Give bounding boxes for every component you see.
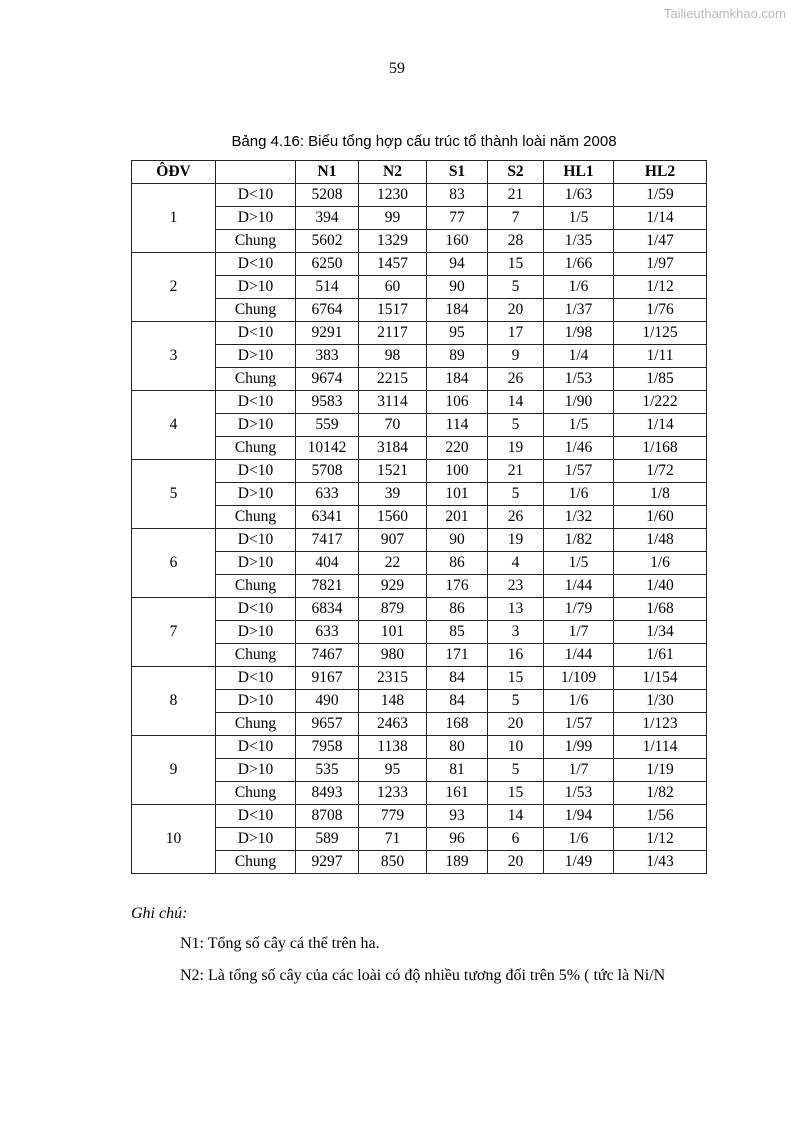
table-row (132, 644, 707, 667)
n1-cell: 9583 (296, 391, 359, 414)
s2-cell: 19 (488, 437, 544, 460)
n2-cell: 71 (359, 828, 427, 851)
n2-cell: 95 (359, 759, 427, 782)
s1-cell: 90 (427, 276, 488, 299)
s1-cell: 80 (427, 736, 488, 759)
n2-cell: 2315 (359, 667, 427, 690)
size-class-cell: D<10 (216, 322, 296, 345)
hl1-cell: 1/49 (544, 851, 614, 874)
hl2-cell: 1/12 (614, 276, 707, 299)
table-row (132, 184, 707, 207)
hl2-cell: 1/154 (614, 667, 707, 690)
hl2-cell: 1/14 (614, 414, 707, 437)
s1-cell: 168 (427, 713, 488, 736)
hl1-cell: 1/57 (544, 460, 614, 483)
table-body (132, 184, 707, 874)
hl1-cell: 1/90 (544, 391, 614, 414)
s1-cell: 184 (427, 368, 488, 391)
size-class-cell: D>10 (216, 759, 296, 782)
hl1-cell: 1/46 (544, 437, 614, 460)
size-class-cell: D<10 (216, 529, 296, 552)
n2-cell: 3114 (359, 391, 427, 414)
size-class-cell: Chung (216, 506, 296, 529)
hl1-cell: 1/53 (544, 782, 614, 805)
n2-cell: 1329 (359, 230, 427, 253)
hl1-cell: 1/53 (544, 368, 614, 391)
notes-title-text: Ghi chú: (131, 905, 188, 922)
n1-cell: 535 (296, 759, 359, 782)
n2-cell: 850 (359, 851, 427, 874)
s2-cell: 15 (488, 667, 544, 690)
size-class-cell: Chung (216, 644, 296, 667)
n2-cell: 98 (359, 345, 427, 368)
table-row (132, 621, 707, 644)
hl1-cell: 1/6 (544, 483, 614, 506)
n2-cell: 779 (359, 805, 427, 828)
n2-cell: 929 (359, 575, 427, 598)
hl2-cell: 1/168 (614, 437, 707, 460)
odv-cell: 3 (132, 322, 216, 391)
table-row (132, 460, 707, 483)
hl2-cell: 1/125 (614, 322, 707, 345)
table-row (132, 368, 707, 391)
s1-cell: 81 (427, 759, 488, 782)
table-row (132, 713, 707, 736)
hl1-cell: 1/7 (544, 621, 614, 644)
s1-cell: 95 (427, 322, 488, 345)
s1-cell: 189 (427, 851, 488, 874)
n1-cell: 633 (296, 621, 359, 644)
hl2-cell: 1/6 (614, 552, 707, 575)
s2-cell: 14 (488, 805, 544, 828)
n2-cell: 980 (359, 644, 427, 667)
s2-cell: 4 (488, 552, 544, 575)
n1-cell: 383 (296, 345, 359, 368)
size-class-cell: D<10 (216, 736, 296, 759)
n2-cell: 70 (359, 414, 427, 437)
n2-cell: 22 (359, 552, 427, 575)
hl2-cell: 1/14 (614, 207, 707, 230)
watermark-text: Tailieuthamkhao.com (663, 6, 786, 21)
table-row (132, 782, 707, 805)
hl1-cell: 1/99 (544, 736, 614, 759)
s2-cell: 15 (488, 253, 544, 276)
table-row (132, 529, 707, 552)
hl1-cell: 1/66 (544, 253, 614, 276)
table-row (132, 391, 707, 414)
table-row (132, 253, 707, 276)
s1-cell: 83 (427, 184, 488, 207)
s2-cell: 20 (488, 299, 544, 322)
n1-cell: 10142 (296, 437, 359, 460)
size-class-cell: D<10 (216, 184, 296, 207)
hl2-cell: 1/85 (614, 368, 707, 391)
n1-cell: 7958 (296, 736, 359, 759)
hl2-cell: 1/8 (614, 483, 707, 506)
hl1-cell: 1/63 (544, 184, 614, 207)
n1-cell: 633 (296, 483, 359, 506)
size-class-cell: D>10 (216, 345, 296, 368)
n1-cell: 7467 (296, 644, 359, 667)
odv-cell: 7 (132, 598, 216, 667)
table-row (132, 552, 707, 575)
s2-cell: 7 (488, 207, 544, 230)
table-row (132, 667, 707, 690)
size-class-cell: Chung (216, 575, 296, 598)
header-s2: S2 (488, 161, 544, 184)
hl2-cell: 1/59 (614, 184, 707, 207)
header-size-class (216, 161, 296, 184)
size-class-cell: Chung (216, 437, 296, 460)
s2-cell: 21 (488, 184, 544, 207)
s1-cell: 201 (427, 506, 488, 529)
s1-cell: 85 (427, 621, 488, 644)
table-row (132, 345, 707, 368)
table-row (132, 276, 707, 299)
table-row (132, 598, 707, 621)
hl2-cell: 1/19 (614, 759, 707, 782)
hl2-cell: 1/12 (614, 828, 707, 851)
s2-cell: 26 (488, 506, 544, 529)
size-class-cell: D<10 (216, 253, 296, 276)
s2-cell: 17 (488, 322, 544, 345)
n1-cell: 6341 (296, 506, 359, 529)
odv-cell: 6 (132, 529, 216, 598)
s1-cell: 220 (427, 437, 488, 460)
table-row (132, 207, 707, 230)
header-n2: N2 (359, 161, 427, 184)
size-class-cell: D>10 (216, 483, 296, 506)
s2-cell: 9 (488, 345, 544, 368)
n2-cell: 2117 (359, 322, 427, 345)
size-class-cell: D>10 (216, 276, 296, 299)
size-class-cell: D<10 (216, 391, 296, 414)
s2-cell: 10 (488, 736, 544, 759)
s1-cell: 77 (427, 207, 488, 230)
hl1-cell: 1/32 (544, 506, 614, 529)
table-row (132, 575, 707, 598)
s2-cell: 20 (488, 713, 544, 736)
n2-cell: 1521 (359, 460, 427, 483)
hl1-cell: 1/7 (544, 759, 614, 782)
hl1-cell: 1/82 (544, 529, 614, 552)
hl2-cell: 1/47 (614, 230, 707, 253)
table-row (132, 736, 707, 759)
table-row (132, 690, 707, 713)
n1-cell: 6250 (296, 253, 359, 276)
size-class-cell: D>10 (216, 552, 296, 575)
size-class-cell: Chung (216, 299, 296, 322)
s2-cell: 16 (488, 644, 544, 667)
hl2-cell: 1/40 (614, 575, 707, 598)
table-row (132, 230, 707, 253)
n2-cell: 1560 (359, 506, 427, 529)
s1-cell: 171 (427, 644, 488, 667)
hl1-cell: 1/37 (544, 299, 614, 322)
size-class-cell: D<10 (216, 667, 296, 690)
s1-cell: 89 (427, 345, 488, 368)
s2-cell: 5 (488, 759, 544, 782)
size-class-cell: D>10 (216, 621, 296, 644)
n1-cell: 9167 (296, 667, 359, 690)
s1-cell: 84 (427, 690, 488, 713)
s1-cell: 101 (427, 483, 488, 506)
hl2-cell: 1/222 (614, 391, 707, 414)
s2-cell: 6 (488, 828, 544, 851)
hl2-cell: 1/76 (614, 299, 707, 322)
n2-cell: 39 (359, 483, 427, 506)
n2-cell: 1457 (359, 253, 427, 276)
s1-cell: 93 (427, 805, 488, 828)
n2-cell: 879 (359, 598, 427, 621)
table-row (132, 828, 707, 851)
n1-cell: 9297 (296, 851, 359, 874)
header-n1: N1 (296, 161, 359, 184)
odv-cell: 1 (132, 184, 216, 253)
size-class-cell: D<10 (216, 805, 296, 828)
n1-cell: 490 (296, 690, 359, 713)
table-caption: Bảng 4.16: Biểu tổng hợp cấu trúc tổ thành loài năm 2008 (231, 133, 617, 150)
hl1-cell: 1/6 (544, 690, 614, 713)
n1-cell: 6834 (296, 598, 359, 621)
hl2-cell: 1/114 (614, 736, 707, 759)
hl2-cell: 1/60 (614, 506, 707, 529)
hl2-cell: 1/34 (614, 621, 707, 644)
hl1-cell: 1/5 (544, 414, 614, 437)
size-class-cell: D>10 (216, 828, 296, 851)
n1-cell: 589 (296, 828, 359, 851)
table-row (132, 851, 707, 874)
n2-cell: 2215 (359, 368, 427, 391)
n1-cell: 5602 (296, 230, 359, 253)
hl2-cell: 1/82 (614, 782, 707, 805)
s1-cell: 86 (427, 552, 488, 575)
hl1-cell: 1/35 (544, 230, 614, 253)
n1-cell: 5208 (296, 184, 359, 207)
odv-cell: 2 (132, 253, 216, 322)
s1-cell: 100 (427, 460, 488, 483)
s1-cell: 160 (427, 230, 488, 253)
header-odv: ÔĐV (132, 161, 216, 184)
s1-cell: 106 (427, 391, 488, 414)
n1-cell: 7821 (296, 575, 359, 598)
odv-cell: 9 (132, 736, 216, 805)
header-hl1: HL1 (544, 161, 614, 184)
s2-cell: 20 (488, 851, 544, 874)
n2-cell: 907 (359, 529, 427, 552)
n1-cell: 8493 (296, 782, 359, 805)
n2-cell: 1517 (359, 299, 427, 322)
size-class-cell: Chung (216, 713, 296, 736)
n1-cell: 6764 (296, 299, 359, 322)
s1-cell: 176 (427, 575, 488, 598)
hl1-cell: 1/44 (544, 575, 614, 598)
hl2-cell: 1/43 (614, 851, 707, 874)
n1-cell: 7417 (296, 529, 359, 552)
size-class-cell: D>10 (216, 207, 296, 230)
hl1-cell: 1/109 (544, 667, 614, 690)
s2-cell: 5 (488, 483, 544, 506)
n2-cell: 148 (359, 690, 427, 713)
s2-cell: 26 (488, 368, 544, 391)
odv-cell: 8 (132, 667, 216, 736)
s2-cell: 28 (488, 230, 544, 253)
table-row (132, 322, 707, 345)
n2-cell: 1138 (359, 736, 427, 759)
hl2-cell: 1/11 (614, 345, 707, 368)
n1-cell: 404 (296, 552, 359, 575)
s1-cell: 114 (427, 414, 488, 437)
n1-cell: 559 (296, 414, 359, 437)
size-class-cell: D<10 (216, 598, 296, 621)
s1-cell: 84 (427, 667, 488, 690)
hl1-cell: 1/4 (544, 345, 614, 368)
table-row (132, 414, 707, 437)
table-row (132, 437, 707, 460)
s2-cell: 21 (488, 460, 544, 483)
size-class-cell: D>10 (216, 690, 296, 713)
page-number: 59 (389, 60, 405, 77)
hl2-cell: 1/56 (614, 805, 707, 828)
header-hl2: HL2 (614, 161, 707, 184)
hl1-cell: 1/98 (544, 322, 614, 345)
note-line-n1: N1: Tổng số cây cá thể trên ha. (180, 935, 380, 952)
size-class-cell: D<10 (216, 460, 296, 483)
size-class-cell: Chung (216, 230, 296, 253)
table-row (132, 483, 707, 506)
size-class-cell: Chung (216, 368, 296, 391)
hl1-cell: 1/57 (544, 713, 614, 736)
table-row (132, 506, 707, 529)
n1-cell: 9674 (296, 368, 359, 391)
table-header-row (132, 161, 707, 184)
hl1-cell: 1/5 (544, 207, 614, 230)
size-class-cell: Chung (216, 782, 296, 805)
hl2-cell: 1/30 (614, 690, 707, 713)
n2-cell: 1230 (359, 184, 427, 207)
s1-cell: 86 (427, 598, 488, 621)
table-row (132, 805, 707, 828)
hl2-cell: 1/68 (614, 598, 707, 621)
s1-cell: 184 (427, 299, 488, 322)
hl1-cell: 1/94 (544, 805, 614, 828)
hl1-cell: 1/44 (544, 644, 614, 667)
s2-cell: 5 (488, 414, 544, 437)
odv-cell: 4 (132, 391, 216, 460)
n1-cell: 9291 (296, 322, 359, 345)
s2-cell: 23 (488, 575, 544, 598)
n2-cell: 99 (359, 207, 427, 230)
table-row (132, 759, 707, 782)
s2-cell: 5 (488, 276, 544, 299)
n2-cell: 1233 (359, 782, 427, 805)
n1-cell: 9657 (296, 713, 359, 736)
n1-cell: 514 (296, 276, 359, 299)
note-line-n2: N2: Là tổng số cây của các loài có độ nhiều tương đối trên 5% ( tức là Ni/N (180, 967, 666, 984)
hl2-cell: 1/72 (614, 460, 707, 483)
s2-cell: 13 (488, 598, 544, 621)
table-row (132, 299, 707, 322)
odv-cell: 10 (132, 805, 216, 874)
hl2-cell: 1/123 (614, 713, 707, 736)
s1-cell: 161 (427, 782, 488, 805)
n1-cell: 5708 (296, 460, 359, 483)
hl2-cell: 1/61 (614, 644, 707, 667)
size-class-cell: D>10 (216, 414, 296, 437)
hl1-cell: 1/5 (544, 552, 614, 575)
hl2-cell: 1/48 (614, 529, 707, 552)
hl1-cell: 1/6 (544, 828, 614, 851)
size-class-cell: Chung (216, 851, 296, 874)
header-s1: S1 (427, 161, 488, 184)
n1-cell: 8708 (296, 805, 359, 828)
hl1-cell: 1/6 (544, 276, 614, 299)
odv-cell: 5 (132, 460, 216, 529)
s2-cell: 14 (488, 391, 544, 414)
notes-title (131, 905, 187, 923)
n2-cell: 60 (359, 276, 427, 299)
s2-cell: 3 (488, 621, 544, 644)
n1-cell: 394 (296, 207, 359, 230)
n2-cell: 101 (359, 621, 427, 644)
n2-cell: 2463 (359, 713, 427, 736)
s2-cell: 15 (488, 782, 544, 805)
s2-cell: 19 (488, 529, 544, 552)
hl2-cell: 1/97 (614, 253, 707, 276)
s1-cell: 90 (427, 529, 488, 552)
s1-cell: 94 (427, 253, 488, 276)
structure-table (131, 160, 707, 874)
n2-cell: 3184 (359, 437, 427, 460)
s2-cell: 5 (488, 690, 544, 713)
s1-cell: 96 (427, 828, 488, 851)
hl1-cell: 1/79 (544, 598, 614, 621)
